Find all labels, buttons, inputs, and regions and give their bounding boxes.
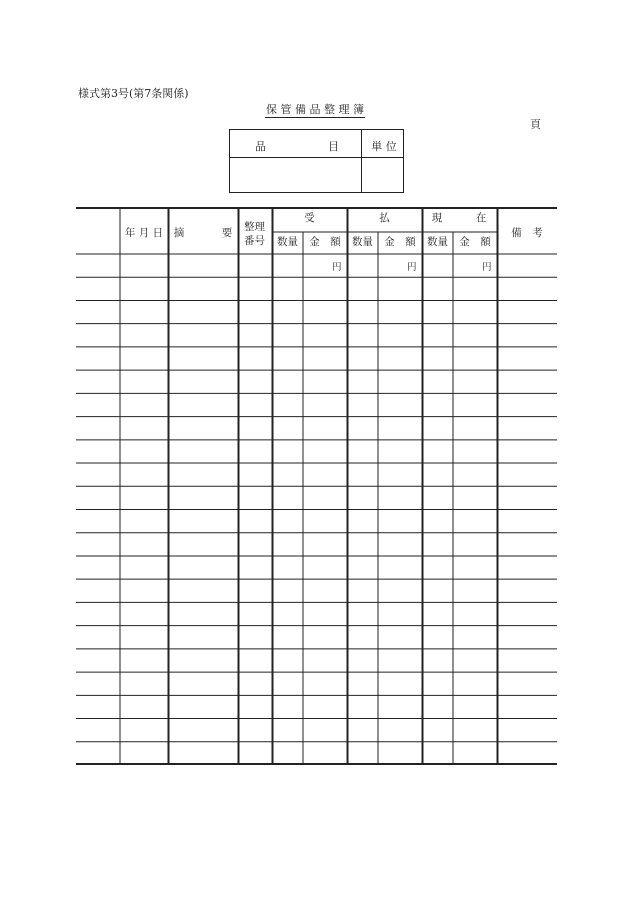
header-date: 年 月 日 — [124, 227, 164, 239]
yen-paid: 円 — [407, 262, 417, 273]
form-number: 様式第3号(第7条関係) — [78, 87, 189, 100]
header-summary-2: 要 — [221, 227, 233, 239]
header-control-no-2: 番号 — [244, 235, 265, 247]
header-control-no-1: 整理 — [244, 221, 265, 233]
header-paid-qty: 数量 — [352, 236, 373, 248]
ledger-grid — [76, 207, 557, 765]
ledger-table — [76, 207, 557, 765]
item-label-2: 目 — [328, 140, 339, 153]
document-title — [0, 101, 630, 117]
unit-input-cell[interactable] — [362, 158, 404, 193]
header-paid: 払 — [379, 212, 390, 224]
header-received: 受 — [304, 212, 315, 224]
item-input-cell[interactable] — [230, 158, 361, 193]
header-remarks: 備 考 — [511, 227, 543, 239]
header-current-amt: 金 額 — [459, 236, 491, 248]
yen-current: 円 — [482, 262, 492, 273]
yen-received: 円 — [332, 262, 342, 273]
document-title-text: 保 管 備 品 整 理 簿 — [266, 103, 364, 116]
header-received-amt: 金 額 — [309, 236, 341, 248]
unit-label: 単 位 — [371, 140, 397, 153]
header-summary-1: 摘 — [173, 227, 185, 239]
item-label-1: 品 — [255, 140, 266, 153]
header-received-qty: 数量 — [277, 236, 298, 248]
page-label: 頁 — [530, 118, 541, 131]
header-current-2: 在 — [475, 212, 487, 224]
header-current-qty: 数量 — [427, 236, 448, 248]
header-paid-amt: 金 額 — [384, 236, 416, 248]
header-current-1: 現 — [431, 212, 443, 224]
item-unit-box — [229, 129, 404, 193]
